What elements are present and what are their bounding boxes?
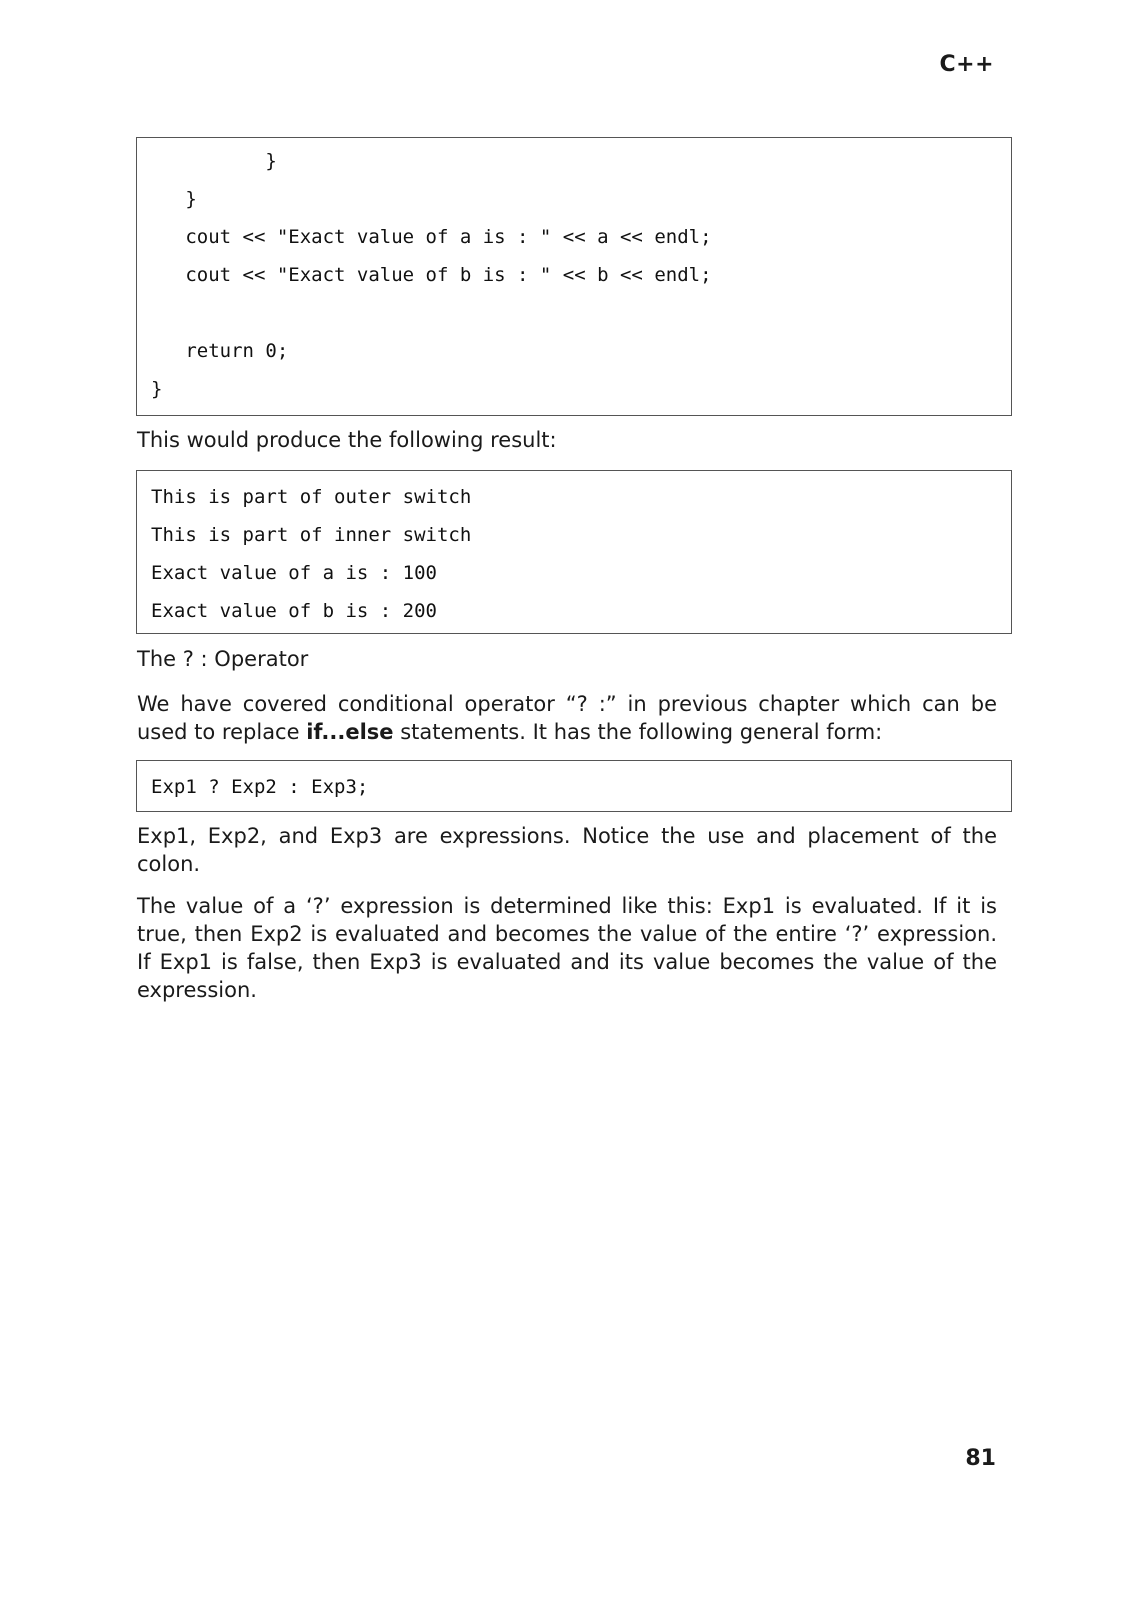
paragraph-expressions: Exp1, Exp2, and Exp3 are expressions. Notice the use and placement of the colon. <box>137 824 997 876</box>
paragraph-text: statements. It has the following general form: <box>393 720 883 744</box>
code-line: } <box>151 150 277 172</box>
paragraph-evaluation: The value of a ‘?’ expression is determined like this: Exp1 is evaluated. If it is true, then Exp2 is evaluated and becomes the value of the entire ‘?’ expression. If Exp1 is false, then Exp3 is evaluated and its value becomes the value of the expression. <box>137 894 997 1002</box>
code-line: } <box>151 378 163 400</box>
paragraph-text: We have covered conditional operator “? :” in previous chapter which can be used to replace <box>137 692 997 744</box>
output-line: This is part of inner switch <box>151 524 472 546</box>
page-number: 81 <box>965 1446 996 1471</box>
output-line: Exact value of a is : 100 <box>151 562 437 584</box>
code-line: cout << "Exact value of a is : " << a << endl; <box>151 226 712 248</box>
code-line: } <box>151 188 197 210</box>
output-line: This is part of outer switch <box>151 486 472 508</box>
section-heading: The ? : Operator <box>137 647 309 671</box>
bold-keyword: if...else <box>306 720 394 744</box>
paragraph-conditional-operator <box>137 690 997 746</box>
running-header-title: C++ <box>939 52 994 77</box>
result-intro-text: This would produce the following result: <box>137 428 557 452</box>
code-line: cout << "Exact value of b is : " << b << endl; <box>151 264 712 286</box>
code-line: Exp1 ? Exp2 : Exp3; <box>151 776 369 798</box>
code-line <box>151 294 1011 332</box>
code-block-output <box>136 470 1012 634</box>
code-block-general-form <box>136 760 1012 812</box>
code-block-program-end <box>136 137 1012 416</box>
output-line: Exact value of b is : 200 <box>151 600 437 622</box>
code-line: return 0; <box>151 340 289 362</box>
